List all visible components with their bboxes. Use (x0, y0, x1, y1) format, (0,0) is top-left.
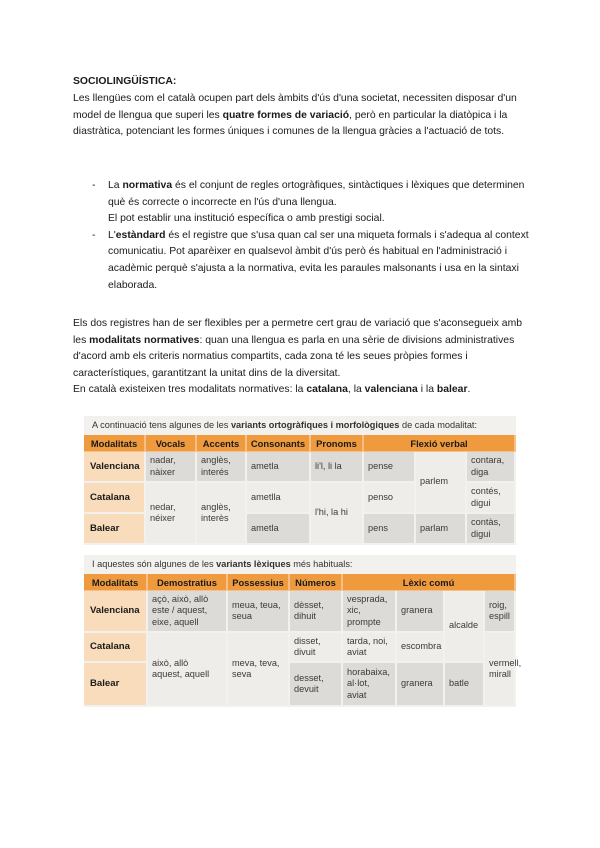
p1-text-1: Els dos registres han de ser flexibles per a permetre cert grau de variació que s'aconsegueix amb les (73, 318, 523, 346)
def-prefix: L' (108, 229, 116, 241)
table-cell: escombra (397, 633, 445, 663)
intro-text-1: Les llengües com el català ocupen part dels àmbits d'ús d'una societat, necessiten disposar d'un model de llengua que superi les (73, 93, 517, 121)
p2-sep-2: i la (417, 384, 437, 396)
header-cell: Modalitats (84, 574, 148, 591)
table-cell: això, allò aquest, aquell (148, 633, 228, 707)
table-cell: contàs, digui (467, 514, 516, 545)
table-cell: anglès, interès (197, 483, 247, 545)
table-cell: penso (364, 483, 416, 514)
header-cell: Vocals (146, 435, 197, 452)
table-cell: roig, espill (485, 591, 516, 633)
table-cell: vesprada, xic, prompte (343, 591, 397, 633)
def-prefix: La (108, 180, 123, 191)
header-cell: Modalitats (84, 435, 146, 452)
row-header: Balear (84, 663, 148, 707)
table-cell: contara, diga (467, 452, 516, 483)
table-cell: tarda, noi, aviat (343, 633, 397, 663)
table-cell: pense (364, 452, 416, 483)
table-cell: horabaixa, al·lot, aviat (343, 663, 397, 707)
caption-text-1: A continuació tens algunes de les (92, 420, 231, 430)
bold-balear: balear (436, 384, 468, 396)
table-caption (84, 416, 516, 435)
table-cell: anglès, interés (197, 452, 247, 483)
table-cell: açò, això, allò este / aquest, eixe, aquell (148, 591, 228, 633)
table-row (84, 452, 516, 483)
table-cell: ametla (247, 452, 311, 483)
definitions-list (92, 178, 532, 294)
header-cell: Accents (197, 435, 247, 452)
header-cell: Demostratius (148, 574, 228, 591)
table-grid (84, 574, 522, 707)
intro-text-2: , però en particular la diatòpica i la diastràtica, potenciant les formes úniques i comunes de la llengua gràcies a l'actuació de tots. (73, 109, 508, 138)
bullet-dash: - (92, 180, 96, 191)
intro-bold: quatre formes de variació (222, 109, 350, 121)
table-cell: parlam (416, 514, 467, 545)
orthographic-table (84, 416, 516, 545)
row-header: Valenciana (84, 591, 148, 633)
table-cell: granera (397, 591, 445, 633)
table-cell: batle (445, 663, 485, 707)
bold-valenciana: valenciana (364, 384, 418, 396)
table-cell: dèsset, dihuit (290, 591, 343, 633)
table-cell: meua, teua, seua (228, 591, 290, 633)
bold-catalana: catalana (306, 384, 348, 396)
caption-text-2: de cada modalitat: (399, 420, 478, 430)
row-header: Catalana (84, 483, 146, 514)
p2-sep-1: , la (347, 384, 365, 396)
caption-text-2: més habituals: (290, 559, 353, 569)
table-cell: l'hi, la hi (311, 483, 364, 545)
header-cell: Números (290, 574, 343, 591)
table-cell: vermell, mirall (485, 633, 516, 707)
def-extra: El pot establir una institució específica o amb prestigi social. (108, 213, 385, 225)
header-cell: Consonants (247, 435, 311, 452)
list-item-estandard (92, 228, 532, 294)
table-header-row (84, 435, 516, 452)
term-estandard: estàndard (115, 229, 166, 241)
table-cell: desset, devuit (290, 663, 343, 707)
table-cell: contés, digui (467, 483, 516, 514)
intro-paragraph (73, 91, 533, 141)
section-heading (73, 74, 533, 91)
lexical-table (84, 555, 522, 707)
header-cell: Possessius (228, 574, 290, 591)
table-row (84, 591, 516, 633)
table-header-row (84, 574, 516, 591)
table-cell: ametlla (247, 483, 311, 514)
caption-bold: variants ortogràfiques i morfològiques (230, 420, 400, 430)
table-cell: meva, teva, seva (228, 633, 290, 707)
row-header: Valenciana (84, 452, 146, 483)
table-cell: nedar, néixer (146, 483, 197, 545)
table-cell: pens (364, 514, 416, 545)
term-normativa: normativa (122, 180, 173, 191)
table-cell: parlem (416, 452, 467, 514)
header-cell: Pronoms (311, 435, 364, 452)
p2-end: . (467, 384, 471, 396)
table-cell: granera (397, 663, 445, 707)
registers-p2 (73, 382, 533, 399)
registers-paragraph (73, 316, 533, 399)
table-caption (84, 555, 516, 574)
row-header: Catalana (84, 633, 148, 663)
table-cell: alcalde (445, 591, 485, 663)
table-cell: ametla (247, 514, 311, 545)
p1-text-2: : quan una llengua es parla en una sèrie de divisions administratives d'acord amb els criteris normatius compartits, cada zona té les seues pròpies formes i característiques, garantitzant la unitat dins de la diversitat. (73, 334, 515, 379)
def-text: és el registre que s'usa quan cal ser una miqueta formals i s'adequa al context comunicatiu. Pot aparèixer en qualsevol àmbit d'ús però és habitual en l'administració i acadèmic perquè s'ajusta a la normativa, evita les paraules malsonants i usa en la sintaxi elaborada. (108, 229, 529, 291)
heading-text: SOCIOLINGÜÍSTICA: (73, 76, 177, 87)
def-text: és el conjunt de regles ortogràfiques, sintàctiques i lèxiques que determinen què és correcte o incorrecte en l'ús d'una llengua. (108, 180, 525, 208)
table-cell: li'l, li la (311, 452, 364, 483)
header-cell: Flexió verbal (364, 435, 516, 452)
caption-text-1: I aquestes són algunes de les (92, 559, 217, 569)
header-cell: Lèxic comú (343, 574, 516, 591)
bullet-dash: - (92, 229, 96, 241)
table-grid (84, 435, 516, 545)
p1-bold: modalitats normatives (89, 334, 200, 346)
row-header: Balear (84, 514, 146, 545)
registers-p1 (73, 316, 533, 382)
caption-bold: variants lèxiques (216, 559, 291, 569)
table-cell: nadar, nàixer (146, 452, 197, 483)
list-item-normativa (92, 178, 532, 228)
table-cell: disset, divuit (290, 633, 343, 663)
p2-text-1: En català existeixen tres modalitats normatives: la (73, 384, 307, 396)
